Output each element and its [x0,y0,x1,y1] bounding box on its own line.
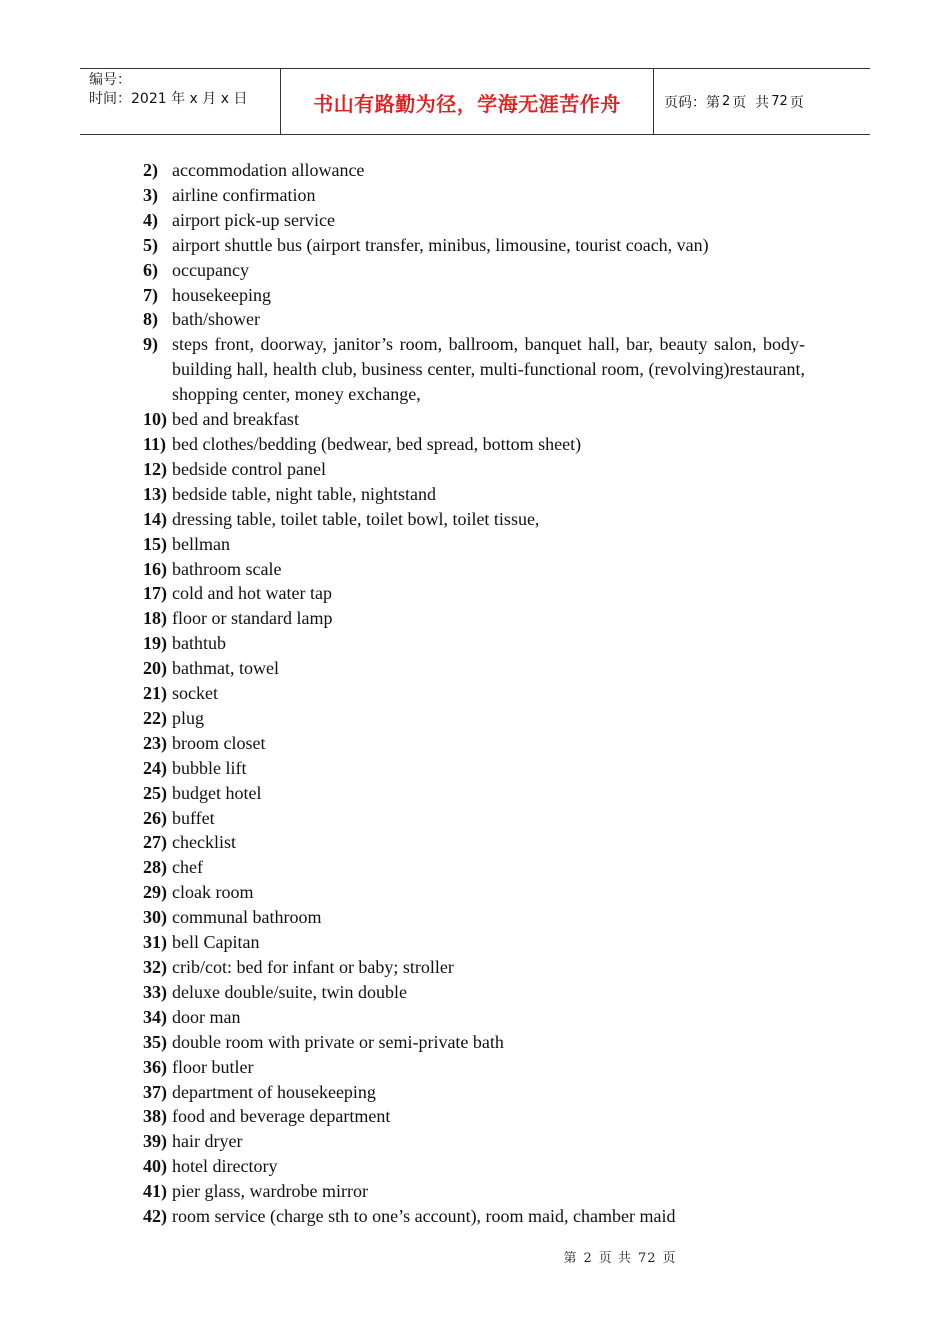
list-item [143,756,805,781]
list-item-number: 32) [143,957,167,977]
list-item [143,258,805,283]
list-item [143,532,805,557]
list-item-number: 5) [143,234,158,255]
header-page-total: 72 [771,94,788,109]
list-item-text: pier glass, wardrobe mirror [172,1181,368,1202]
list-item [143,1179,805,1204]
vocabulary-list [143,158,805,1229]
list-item-number: 8) [143,309,158,330]
list-item-text: checklist [172,832,236,853]
list-item [143,830,805,855]
list-item-text: double room with private or semi-private bath [172,1031,504,1052]
list-item [143,880,805,905]
list-item-number: 33) [143,981,167,1002]
list-item [143,806,805,831]
list-item-text: food and beverage department [172,1106,391,1127]
list-item-text: bathmat, towel [172,658,279,679]
list-item [143,1030,805,1055]
list-item-number: 16) [143,558,167,579]
list-item [143,233,805,258]
footer-prefix: 第 [563,1251,578,1266]
list-item-text: communal bathroom [172,907,322,928]
list-item-number: 11) [143,433,167,454]
list-item-text: chef [172,857,203,878]
list-item [143,706,805,731]
list-item-text: deluxe double/suite, twin double [172,981,407,1002]
page-footer [0,1247,950,1266]
list-item-number: 38) [143,1106,167,1127]
list-item [143,781,805,806]
header-meta [80,69,281,134]
header-motto: 书山有路勤为径，学海无涯苦作舟 [281,69,654,134]
list-item [143,482,805,507]
list-item-text: hair dryer [172,1131,243,1152]
list-item [143,1055,805,1080]
list-item-text: bellman [172,533,230,554]
list-item-text: room service (charge sth to one’s account), room maid, chamber maid [172,1206,676,1227]
list-item-number: 42) [143,1206,167,1227]
list-item-text: budget hotel [172,782,262,803]
list-item [143,557,805,582]
list-item-text: floor or standard lamp [172,608,333,629]
footer-suffix: 页 [662,1251,677,1266]
list-item-text: hotel directory [172,1156,278,1177]
list-item-text: bedside control panel [172,458,326,479]
list-item-number: 34) [143,1006,167,1027]
list-item-number: 15) [143,533,167,554]
list-item [143,432,805,457]
list-item-number: 2) [143,160,158,180]
list-item-number: 29) [143,882,167,903]
footer-page-current: 2 [583,1251,593,1266]
page-header [80,68,870,135]
list-item-text: department of housekeeping [172,1081,376,1102]
list-item-number: 37) [143,1081,167,1102]
list-item [143,631,805,656]
list-item-number: 6) [143,259,158,280]
list-item [143,606,805,631]
list-item-text: steps front, doorway, janitor’s room, ballroom, banquet hall, bar, beauty salon, body-building hall, health club, business center, multi-functional room, (revolving)restaurant, shopping center, money exchange, [172,334,805,405]
list-item-text: occupancy [172,259,249,280]
list-item-text: broom closet [172,732,266,753]
list-item-number: 4) [143,209,158,230]
list-item-text: buffet [172,807,215,828]
list-item-text: airport pick-up service [172,209,335,230]
footer-page-total: 72 [637,1251,657,1266]
list-item [143,855,805,880]
list-item-text: bath/shower [172,309,260,330]
list-item-number: 24) [143,757,167,778]
list-item [143,1005,805,1030]
footer-mid: 页 共 [598,1251,632,1266]
list-item-text: bedside table, night table, nightstand [172,483,436,504]
list-item-text: socket [172,683,218,704]
list-item-number: 3) [143,184,158,205]
list-item-number: 9) [143,334,158,355]
list-item [143,1080,805,1105]
list-item [143,1204,805,1229]
list-item-number: 20) [143,658,167,679]
list-item-number: 36) [143,1056,167,1077]
document-number-label: 编号： [89,72,131,88]
header-page-suffix: 页 [789,94,804,111]
list-item-text: plug [172,707,205,728]
list-item-number: 23) [143,732,167,753]
list-item-text: door man [172,1006,241,1027]
list-item-number: 21) [143,683,167,704]
list-item-number: 7) [143,284,158,305]
list-item-text: bathroom scale [172,558,282,579]
header-page-mid: 页 共 [732,94,770,111]
list-item-number: 17) [143,583,167,604]
list-item-text: cloak room [172,882,254,903]
list-item-number: 41) [143,1181,167,1202]
list-item-text: floor butler [172,1056,254,1077]
list-item [143,955,805,980]
list-item-text: bell Capitan [172,932,260,953]
list-item [143,581,805,606]
list-item-text: airline confirmation [172,184,316,205]
list-item [143,980,805,1005]
list-item-number: 30) [143,907,167,928]
list-item-text: cold and hot water tap [172,583,332,604]
list-item [143,183,805,208]
list-item [143,407,805,432]
header-page-prefix: 页码：第 [664,94,720,111]
list-item [143,1129,805,1154]
list-item [143,457,805,482]
list-item-text: bed clothes/bedding (bedwear, bed spread, bottom sheet) [172,433,582,454]
list-item-text: bathtub [172,633,226,654]
list-item [143,332,805,407]
list-item [143,208,805,233]
list-item-number: 26) [143,807,167,828]
list-item-text: accommodation allowance [172,160,365,180]
list-item [143,507,805,532]
list-item-number: 22) [143,707,167,728]
list-item-number: 35) [143,1031,167,1052]
list-item [143,930,805,955]
header-page-current: 2 [722,94,731,109]
list-item-text: dressing table, toilet table, toilet bowl, toilet tissue, [172,508,540,529]
list-item [143,1104,805,1129]
list-item-number: 28) [143,857,167,878]
list-item-number: 19) [143,633,167,654]
list-item-number: 25) [143,782,167,803]
list-item [143,681,805,706]
list-item-number: 18) [143,608,167,629]
list-item-text: crib/cot: bed for infant or baby; stroller [172,957,454,977]
list-item-number: 27) [143,832,167,853]
list-item-text: bed and breakfast [172,409,299,430]
list-item-text: airport shuttle bus (airport transfer, minibus, limousine, tourist coach, van) [172,234,709,255]
list-item-number: 39) [143,1131,167,1152]
list-item-number: 14) [143,508,167,529]
list-item-number: 12) [143,458,167,479]
list-item-number: 31) [143,932,167,953]
list-item [143,1154,805,1179]
list-item-number: 40) [143,1156,167,1177]
list-item-text: housekeeping [172,284,271,305]
list-item [143,905,805,930]
list-item [143,656,805,681]
list-item [143,283,805,308]
list-item [143,158,805,183]
header-page-info [654,69,870,134]
document-time-label: 时间：2021 年 x 月 x 日 [89,91,248,107]
list-item [143,307,805,332]
list-item-number: 10) [143,409,167,430]
list-item-text: bubble lift [172,757,247,778]
list-item [143,731,805,756]
list-item-number: 13) [143,483,167,504]
